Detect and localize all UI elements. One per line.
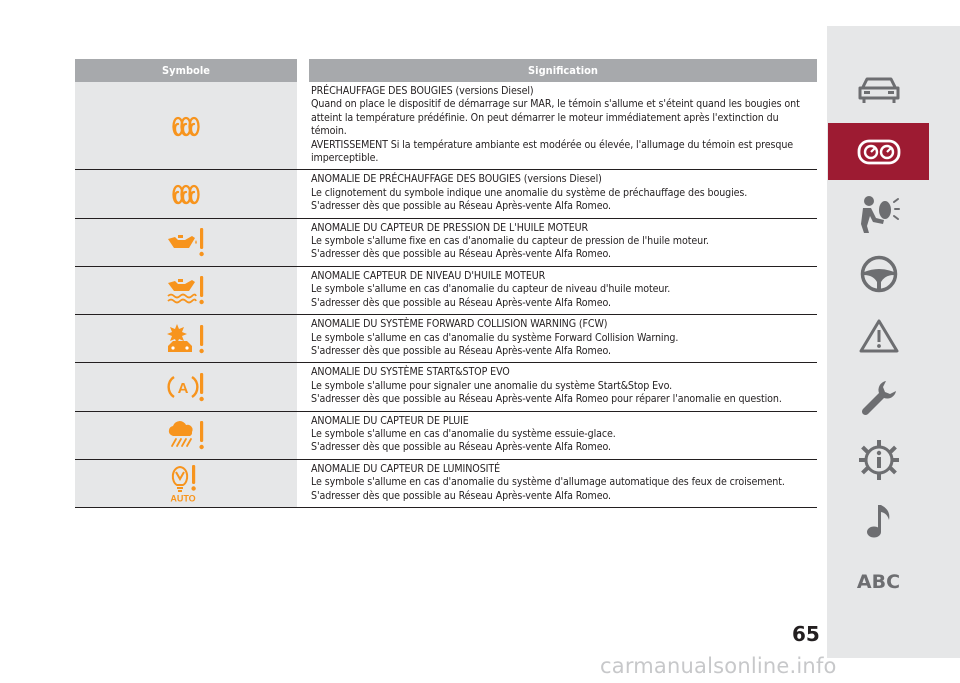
symbol-cell	[75, 219, 297, 266]
symbol-cell	[75, 267, 297, 314]
table-row	[75, 267, 817, 315]
row-text: S'adresser dès que possible au Réseau Après-vente Alfa Romeo.	[311, 248, 611, 261]
svg-text:A: A	[177, 379, 189, 397]
symbol-cell	[75, 412, 297, 459]
row-text: S'adresser dès que possible au Réseau Après-vente Alfa Romeo.	[311, 441, 611, 454]
sidebar-item-dashboard[interactable]	[828, 123, 929, 180]
watermark: carmanualsonline.info	[600, 654, 837, 678]
meaning-cell	[311, 412, 817, 459]
sidebar-item-warning[interactable]	[828, 308, 929, 364]
meaning-cell	[311, 267, 817, 314]
table-row	[75, 82, 817, 170]
header-meaning: Signification	[309, 59, 817, 82]
sidebar-item-multimedia[interactable]	[828, 494, 929, 548]
symbol-cell	[75, 460, 297, 507]
row-title: ANOMALIE DU CAPTEUR DE PRESSION DE L'HUILE MOTEUR	[311, 221, 589, 234]
row-title: ANOMALIE DU CAPTEUR DE PLUIE	[311, 414, 469, 427]
row-text: Le symbole s'allume en cas d'anomalie du capteur de niveau d'huile moteur.	[311, 283, 671, 296]
symbol-cell	[75, 363, 297, 410]
row-text: Le symbole s'allume en cas d'anomalie du système d'allumage automatique des feux de croisement.	[311, 476, 785, 489]
meaning-cell	[311, 315, 817, 362]
page-number: 65	[792, 622, 820, 646]
light-sensor-fault-icon	[166, 463, 206, 503]
row-title: ANOMALIE DU SYSTÈME FORWARD COLLISION WARNING (FCW)	[311, 318, 608, 331]
header-symbol: Symbole	[75, 59, 297, 82]
rain-sensor-fault-icon	[165, 419, 207, 451]
sidebar-item-car[interactable]	[828, 62, 929, 118]
meaning-cell	[311, 82, 817, 169]
sidebar-item-index[interactable]	[828, 556, 929, 608]
table-row	[75, 219, 817, 267]
sidebar-item-technical[interactable]	[828, 432, 929, 488]
dashboard-icon	[856, 137, 902, 167]
start-stop-fault-icon	[165, 371, 207, 403]
airbag-icon	[857, 194, 901, 234]
table-row	[75, 315, 817, 363]
symbol-cell	[75, 82, 297, 169]
glow-plug-icon	[171, 115, 201, 137]
row-text: S'adresser dès que possible au Réseau Après-vente Alfa Romeo.	[311, 489, 611, 502]
sidebar-item-steering[interactable]	[828, 246, 929, 302]
oil-pressure-fault-icon	[165, 226, 207, 258]
warning-triangle-icon	[859, 318, 899, 354]
glow-plug-icon	[171, 183, 201, 205]
row-text: Le symbole s'allume en cas d'anomalie du système essuie-glace.	[311, 427, 616, 440]
car-icon	[857, 75, 901, 105]
row-title: PRÉCHAUFFAGE DES BOUGIES (versions Diesel)	[311, 85, 534, 97]
meaning-cell	[311, 363, 817, 410]
row-title: ANOMALIE DE PRÉCHAUFFAGE DES BOUGIES (versions Diesel)	[311, 173, 602, 186]
row-title: ANOMALIE DU CAPTEUR DE LUMINOSITÉ	[311, 462, 500, 475]
gear-info-icon	[858, 439, 900, 481]
sidebar-item-service[interactable]	[828, 370, 929, 426]
row-text: Le clignotement du symbole indique une anomalie du système de préchauffage des bougies.	[311, 186, 748, 199]
row-text: S'adresser dès que possible au Réseau Après-vente Alfa Romeo.	[311, 344, 611, 357]
wrench-icon	[859, 378, 899, 418]
row-title: ANOMALIE DU SYSTÈME START&STOP EVO	[311, 366, 510, 379]
table-row	[75, 363, 817, 411]
oil-level-fault-icon	[165, 274, 207, 306]
meaning-cell	[311, 219, 817, 266]
row-text: S'adresser dès que possible au Réseau Après-vente Alfa Romeo pour réparer l'anomalie en question.	[311, 393, 782, 406]
abc-index-icon: ABC	[856, 571, 901, 593]
meaning-cell	[311, 170, 817, 217]
sidebar-item-airbag[interactable]	[828, 186, 929, 242]
row-text: Le symbole s'allume pour signaler une anomalie du système Start&Stop Evo.	[311, 379, 673, 392]
meaning-cell	[311, 460, 817, 507]
steering-wheel-icon	[859, 254, 899, 294]
row-text: S'adresser dès que possible au Réseau Après-vente Alfa Romeo.	[311, 296, 611, 309]
row-text: S'adresser dès que possible au Réseau Après-vente Alfa Romeo.	[311, 200, 611, 213]
table-row	[75, 170, 817, 218]
table-row	[75, 460, 817, 508]
row-text: AVERTISSEMENT Si la température ambiante est modérée ou élevée, l'allumage du témoin est presque imperceptible.	[311, 138, 794, 165]
fcw-fault-icon	[165, 322, 207, 356]
symbol-cell	[75, 170, 297, 217]
row-text: Quand on place le dispositif de démarrage sur MAR, le témoin s'allume et s'éteint quand les bougies ont atteint la température prédéfinie. On peut démarrer le moteur immédiatement après l'extinction du témoin.	[311, 98, 800, 138]
music-note-icon	[864, 502, 894, 540]
row-text: Le symbole s'allume fixe en cas d'anomalie du capteur de pression de l'huile moteur.	[311, 235, 709, 248]
symbol-cell	[75, 315, 297, 362]
row-text: Le symbole s'allume en cas d'anomalie du système Forward Collision Warning.	[311, 331, 679, 344]
table-row	[75, 412, 817, 460]
row-title: ANOMALIE CAPTEUR DE NIVEAU D'HUILE MOTEUR	[311, 269, 546, 282]
icon-caption: AUTO	[170, 493, 196, 504]
table-header	[75, 59, 817, 82]
warning-lights-table	[75, 59, 817, 508]
